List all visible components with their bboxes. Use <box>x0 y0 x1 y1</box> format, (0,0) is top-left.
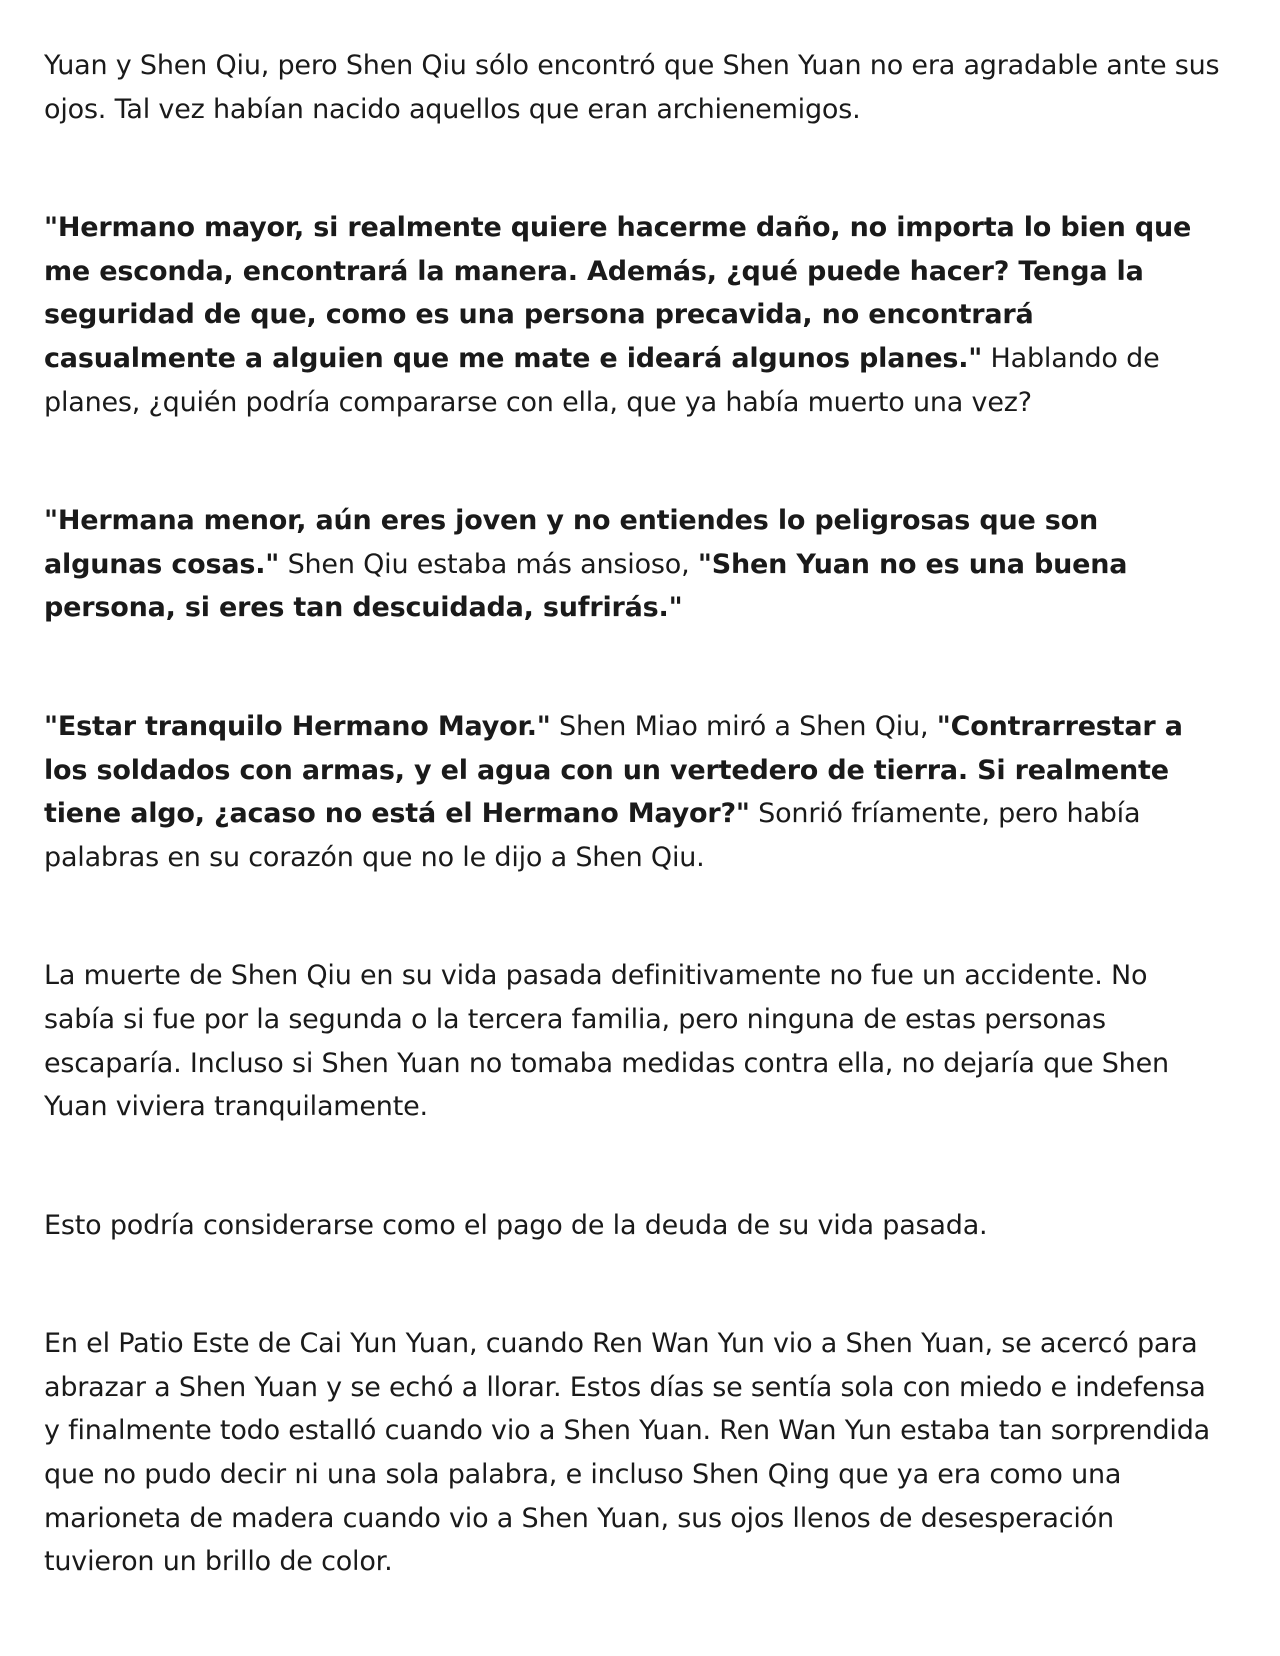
paragraph-gap <box>44 879 1224 954</box>
paragraph-4-narration-1: Shen Miao miró a Shen Qiu, <box>550 710 937 742</box>
paragraph-gap <box>44 1247 1224 1322</box>
paragraph-6-text: Esto podría considerarse como el pago de la deuda de su vida pasada. <box>44 1209 988 1241</box>
paragraph-7 <box>44 1322 1224 1584</box>
paragraph-3 <box>44 499 1224 630</box>
paragraph-2-dialogue: "Hermano mayor, si realmente quiere hacerme daño, no importa lo bien que me esconda, encontrará la manera. Además, ¿qué puede hacer? Tenga la seguridad de que, como es una persona precavida, no encontrará casualmente a alguien que me mate e ideará algunos planes." <box>44 212 1192 374</box>
paragraph-1-text: Yuan y Shen Qiu, pero Shen Qiu sólo encontró que Shen Yuan no era agradable ante sus ojos. Tal vez habían nacido aquellos que eran archienemigos. <box>44 50 1220 125</box>
paragraph-4-dialogue-2: "Contrarrestar a los soldados con armas, y el agua con un vertedero de tierra. Si realmente tiene algo, ¿acaso no está el Hermano Mayor?" <box>44 710 1183 830</box>
paragraph-gap <box>44 630 1224 705</box>
paragraph-3-dialogue-2: "Shen Yuan no es una buena persona, si eres tan descuidada, sufrirás." <box>44 548 1128 624</box>
paragraph-5-text: La muerte de Shen Qiu en su vida pasada definitivamente no fue un accidente. No sabía si fue por la segunda o la tercera familia, pero ninguna de estas personas escaparía. Incluso si Shen Yuan no tomaba medidas contra ella, no dejaría que Shen Yuan viviera tranquilamente. <box>44 960 1169 1123</box>
paragraph-7-text: En el Patio Este de Cai Yun Yuan, cuando Ren Wan Yun vio a Shen Yuan, se acercó para abrazar a Shen Yuan y se echó a llorar. Estos días se sentía sola con miedo e indefensa y finalmente todo estalló cuando vio a Shen Yuan. Ren Wan Yun estaba tan sorprendida que no pudo decir ni una sola palabra, e incluso Shen Qing que ya era como una marioneta de madera cuando vio a Shen Yuan, sus ojos llenos de desesperación tuvieron un brillo de color. <box>44 1328 1210 1578</box>
paragraph-4-narration-2: Sonrió fríamente, pero había palabras en su corazón que no le dijo a Shen Qiu. <box>44 798 1141 873</box>
paragraph-3-narration: Shen Qiu estaba más ansioso, <box>279 548 698 580</box>
paragraph-3-dialogue-1: "Hermana menor, aún eres joven y no entiendes lo peligrosas que son algunas cosas." <box>44 505 1099 580</box>
paragraph-2-narration: Hablando de planes, ¿quién podría compararse con ella, que ya había muerto una vez? <box>44 342 1160 418</box>
paragraph-gap <box>44 1129 1224 1204</box>
paragraph-4-dialogue-1: "Estar tranquilo Hermano Mayor." <box>44 710 551 742</box>
paragraph-gap <box>44 424 1224 499</box>
paragraph-1 <box>44 44 1224 131</box>
document-page <box>44 44 1224 1584</box>
paragraph-2 <box>44 206 1224 424</box>
paragraph-6 <box>44 1204 1224 1248</box>
paragraph-4 <box>44 705 1224 879</box>
paragraph-gap <box>44 131 1224 206</box>
paragraph-5 <box>44 954 1224 1128</box>
